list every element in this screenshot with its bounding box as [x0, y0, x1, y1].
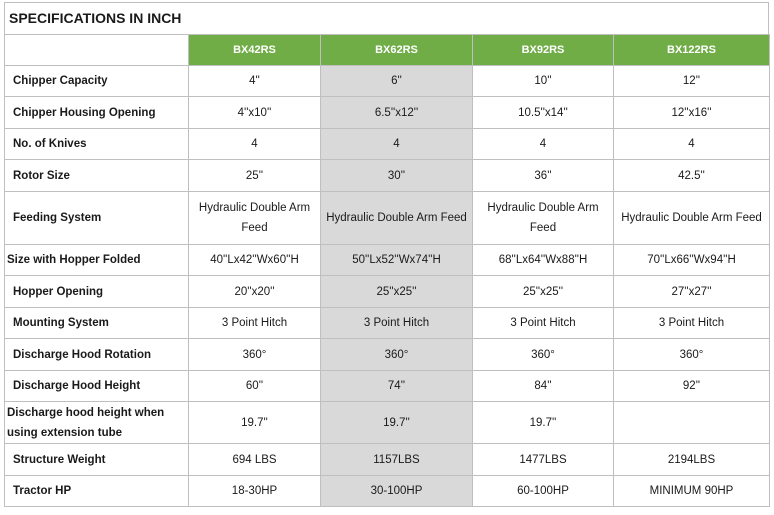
table-row: [5, 371, 770, 402]
table-row: [5, 66, 770, 97]
spec-value: 3 Point Hitch: [321, 308, 473, 339]
spec-value: 1157LBS: [321, 444, 473, 476]
spec-value: 60-100HP: [473, 476, 614, 507]
spec-value: 25''x25'': [473, 276, 614, 308]
spec-value: MINIMUM 90HP: [614, 476, 770, 507]
spec-value: 92'': [614, 371, 770, 402]
header-row: [5, 35, 770, 66]
spec-value: Hydraulic Double Arm Feed: [473, 192, 614, 245]
table-row: [5, 245, 770, 276]
spec-value: 4'': [189, 66, 321, 97]
spec-value: 2194LBS: [614, 444, 770, 476]
spec-value: 40''Lx42''Wx60''H: [189, 245, 321, 276]
spec-value: 3 Point Hitch: [614, 308, 770, 339]
table-row: [5, 192, 770, 245]
spec-value: 68''Lx64''Wx88''H: [473, 245, 614, 276]
spec-label: No. of Knives: [5, 129, 189, 160]
spec-value: 4: [189, 129, 321, 160]
spec-sheet: [4, 2, 769, 507]
spec-value: 360°: [189, 339, 321, 371]
table-row: [5, 444, 770, 476]
table-row: [5, 97, 770, 129]
spec-label: Size with Hopper Folded: [5, 245, 189, 276]
spec-value: 20''x20'': [189, 276, 321, 308]
spec-value: 4''x10'': [189, 97, 321, 129]
model-header: BX62RS: [321, 35, 473, 66]
spec-value: 10.5''x14'': [473, 97, 614, 129]
table-row: [5, 402, 770, 444]
spec-value: 694 LBS: [189, 444, 321, 476]
spec-value: 12'': [614, 66, 770, 97]
spec-value: 4: [473, 129, 614, 160]
spec-label: Discharge Hood Height: [5, 371, 189, 402]
spec-label: Discharge Hood Rotation: [5, 339, 189, 371]
spec-label: Tractor HP: [5, 476, 189, 507]
spec-value: 19.7'': [321, 402, 473, 444]
model-header: BX122RS: [614, 35, 770, 66]
table-row: [5, 129, 770, 160]
spec-value: 84'': [473, 371, 614, 402]
spec-value: 4: [614, 129, 770, 160]
spec-value: 4: [321, 129, 473, 160]
spec-value: 3 Point Hitch: [189, 308, 321, 339]
table-row: [5, 160, 770, 192]
spec-value: 1477LBS: [473, 444, 614, 476]
spec-value: 30-100HP: [321, 476, 473, 507]
spec-value: Hydraulic Double Arm Feed: [321, 192, 473, 245]
spec-value: 74'': [321, 371, 473, 402]
spec-value: 42.5'': [614, 160, 770, 192]
spec-value: 30'': [321, 160, 473, 192]
spec-value: 60'': [189, 371, 321, 402]
spec-value: 36'': [473, 160, 614, 192]
spec-value: 18-30HP: [189, 476, 321, 507]
spec-label: Chipper Housing Opening: [5, 97, 189, 129]
spec-value: 360°: [321, 339, 473, 371]
spec-value: 25'': [189, 160, 321, 192]
spec-label: Rotor Size: [5, 160, 189, 192]
spec-value: [614, 402, 770, 444]
spec-value: 10'': [473, 66, 614, 97]
model-header: BX92RS: [473, 35, 614, 66]
spec-value: 360°: [614, 339, 770, 371]
spec-label: Structure Weight: [5, 444, 189, 476]
spec-label: Feeding System: [5, 192, 189, 245]
table-row: [5, 276, 770, 308]
spec-value: Hydraulic Double Arm Feed: [614, 192, 770, 245]
spec-value: Hydraulic Double Arm Feed: [189, 192, 321, 245]
spec-table: [4, 34, 770, 507]
spec-value: 19.7'': [473, 402, 614, 444]
spec-value: 12''x16'': [614, 97, 770, 129]
spec-value: 360°: [473, 339, 614, 371]
table-row: [5, 476, 770, 507]
spec-label: Hopper Opening: [5, 276, 189, 308]
spec-value: 3 Point Hitch: [473, 308, 614, 339]
spec-value: 70''Lx66''Wx94''H: [614, 245, 770, 276]
table-row: [5, 308, 770, 339]
spec-label: Chipper Capacity: [5, 66, 189, 97]
spec-label: Discharge hood height when using extension tube: [5, 402, 189, 444]
page-title: SPECIFICATIONS IN INCH: [4, 2, 769, 34]
spec-value: 19.7'': [189, 402, 321, 444]
spec-value: 27''x27'': [614, 276, 770, 308]
spec-label: Mounting System: [5, 308, 189, 339]
header-corner: [5, 35, 189, 66]
model-header: BX42RS: [189, 35, 321, 66]
spec-value: 6.5''x12'': [321, 97, 473, 129]
spec-value: 50''Lx52''Wx74''H: [321, 245, 473, 276]
table-row: [5, 339, 770, 371]
spec-value: 25''x25'': [321, 276, 473, 308]
spec-value: 6'': [321, 66, 473, 97]
